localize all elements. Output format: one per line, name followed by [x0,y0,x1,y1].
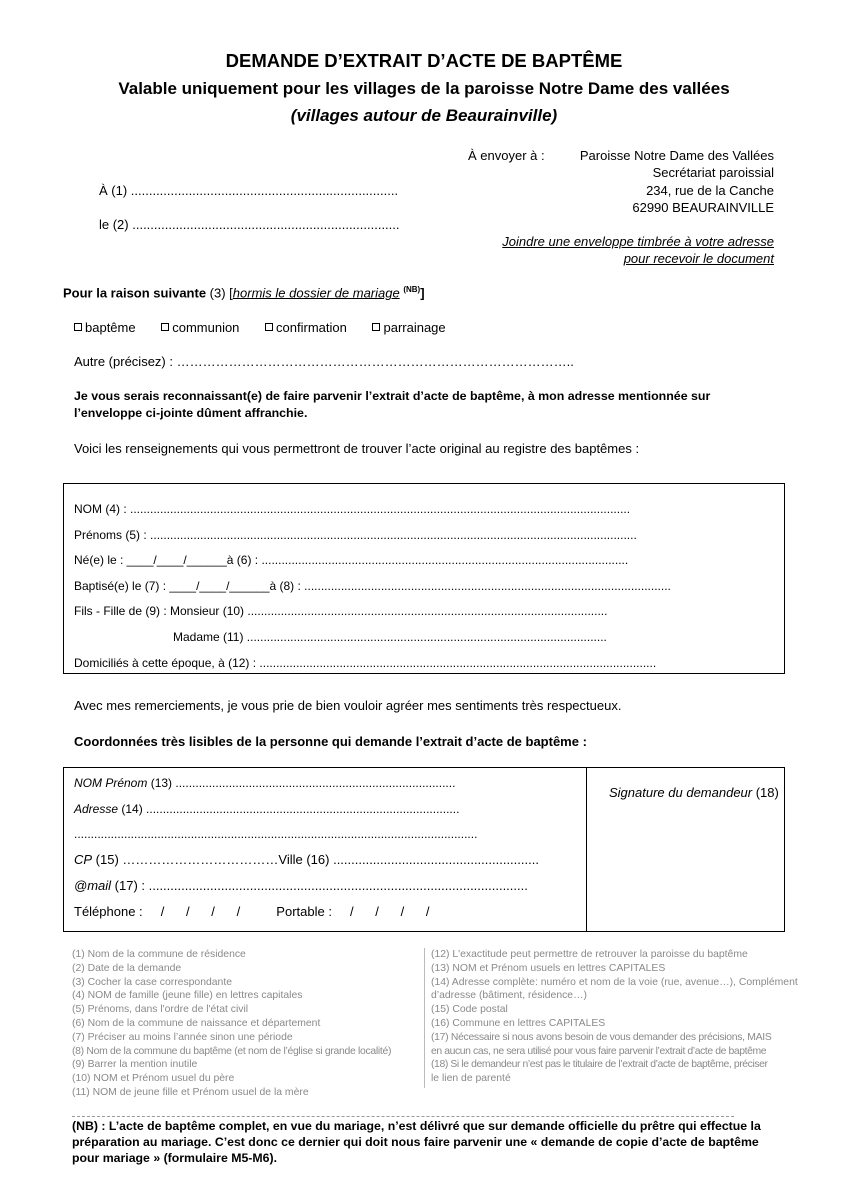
page-subtitle-villages: (villages autour de Beaurainville) [290,106,558,125]
footnote: (6) Nom de la commune de naissance et département [72,1017,321,1029]
reason-label: Pour la raison suivante [63,285,207,301]
nb-separator [72,1116,734,1117]
footnote: (8) Nom de la commune du baptême (et nom de l’église si grande localité) [72,1045,392,1057]
mother-field[interactable]: Madame (11) ............................................................................................................ [173,630,607,644]
contact-email-label: @mail [74,878,112,893]
checkbox-bapteme[interactable] [74,323,82,331]
prenoms-field[interactable]: Prénoms (5) : .................................................................................................................................................. [74,528,637,542]
send-to-line-3: 234, rue de la Canche [646,183,774,198]
other-reason-field[interactable]: Autre (précisez) : ……………………………………………………………………………….. [74,354,574,369]
option-confirmation[interactable] [265,320,347,335]
reason-line [63,285,425,300]
footnote: le lien de parenté [431,1073,511,1085]
contact-address-label: Adresse [74,802,119,816]
birth-field[interactable]: Né(e) le : ____/____/______à (6) : .............................................................................................................. [74,553,629,567]
contact-email-field[interactable] [74,878,528,893]
option-communion[interactable] [161,320,239,335]
reason-exception: hormis le dossier de mariage [232,285,400,301]
footnote: (17) Nécessaire si nous avons besoin de vous demander des précisions, MAIS [431,1031,772,1043]
footnote: d’adresse (bâtiment, résidence…) [431,990,587,1002]
footnote: (14) Adresse complète: numéro et nom de la voie (rue, avenue…), Complément [431,976,798,988]
reason-options [74,320,446,335]
reason-close: ] [420,285,425,301]
thanks-text: Avec mes remerciements, je vous prie de bien vouloir agréer mes sentiments très respectueux. [74,698,622,713]
contact-address-field[interactable] [74,802,459,816]
contact-postcode-dots: (15) ………………………………Ville (16) ......................................................... [92,852,539,867]
footnote: (11) NOM de jeune fille et Prénom usuel de la mère [72,1086,309,1098]
footnote: (7) Préciser au moins l’année sinon une période [72,1031,293,1043]
option-confirmation-label: confirmation [276,320,347,335]
contact-postcode-label: CP [74,852,93,867]
contact-postcode-city-field[interactable] [74,852,539,867]
contact-address-line-2[interactable]: ......................................................................................................................... [74,827,478,841]
envelope-note-1: Joindre une enveloppe timbrée à votre adresse [502,234,774,249]
footnote: (16) Commune en lettres CAPITALES [431,1017,606,1029]
send-to-line-4: 62990 BEAURAINVILLE [632,200,774,215]
reason-nb-ref: (NB) [403,285,421,294]
send-to-label: À envoyer à : [468,148,545,163]
footnotes-left [72,948,391,1100]
footnote: (18) Si le demandeur n’est pas le titulaire de l’extrait d’acte de baptême, préciser [431,1059,768,1071]
signature-label: Signature du demandeur [609,785,753,800]
option-parrainage[interactable] [372,320,445,335]
info-intro: Voici les renseignements qui vous permettront de trouver l’acte original au registre des baptêmes : [74,441,640,456]
page-subtitle: Valable uniquement pour les villages de la paroisse Notre Dame des vallées [118,79,730,98]
footnotes-divider [424,948,425,1088]
footnote: (15) Code postal [431,1004,508,1016]
footnote: (4) NOM de famille (jeune fille) en lettres capitales [72,990,303,1002]
nb-note: (NB) : L’acte de baptême complet, en vue du mariage, n’est délivré que sur demande officielle du prêtre qui effectue la préparation au mariage. C’est donc ce dernier qui doit nous faire parvenir une « demande de copie d’acte de baptême pour mariage » (formulaire M5-M6). [72,1119,761,1165]
option-bapteme-label: baptême [85,320,136,335]
footnote: (1) Nom de la commune de résidence [72,949,246,960]
send-to-line-2: Secrétariat paroissial [652,165,774,180]
footnote: (10) NOM et Prénom usuel du père [72,1073,235,1085]
page-title: DEMANDE D’EXTRAIT D’ACTE DE BAPTÊME [225,50,623,71]
checkbox-parrainage[interactable] [372,323,380,331]
option-communion-label: communion [172,320,240,335]
nom-field[interactable]: NOM (4) : ...................................................................................................................................................... [74,502,631,516]
request-text: Je vous serais reconnaissant(e) de faire parvenir l’extrait d’acte de baptême, à mon adresse mentionnée sur l’enveloppe ci-jointe dûment affranchie. [74,389,711,420]
footnote: (9) Barrer la mention inutile [72,1059,198,1071]
contact-phone-field[interactable]: Téléphone : / / / / Portable : / / / / [74,904,430,919]
place-field[interactable]: À (1) .......................................................................... [99,183,399,198]
date-field[interactable]: le (2) .......................................................................... [99,217,400,232]
footnote: (13) NOM et Prénom usuels en lettres CAPITALES [431,962,666,974]
footnote: (2) Date de la demande [72,962,182,974]
checkbox-confirmation[interactable] [265,323,273,331]
checkbox-communion[interactable] [161,323,169,331]
footnotes-right [431,948,798,1086]
contact-email-dots: (17) : ......................................................................................................... [111,878,528,893]
contact-name-label: NOM Prénom [74,776,148,790]
envelope-note-2: pour recevoir le document [623,251,774,266]
footnote: (5) Prénoms, dans l'ordre de l'état civil [72,1004,249,1016]
contact-name-field[interactable] [74,776,455,790]
contact-title: Coordonnées très lisibles de la personne qui demande l’extrait d’acte de baptême : [74,734,587,749]
father-field[interactable]: Fils - Fille de (9) : Monsieur (10) ............................................................................................................ [74,604,608,618]
footnote: (12) L'exactitude peut permettre de retrouver la paroisse du baptême [431,949,748,960]
baptism-field[interactable]: Baptisé(e) le (7) : ____/____/______à (8) : .............................................................................................................. [74,579,671,593]
option-bapteme[interactable] [74,320,136,335]
option-parrainage-label: parrainage [383,320,446,335]
signature-ref: (18) [752,785,779,800]
footnote: (3) Cocher la case correspondante [72,976,232,988]
send-to-line-1: Paroisse Notre Dame des Vallées [579,148,774,163]
signature-area[interactable] [609,785,779,800]
contact-address-dots: (14) .............................................................................................. [118,802,460,816]
reason-ref: (3) [ [209,285,233,301]
footnote: en aucun cas, ne sera utilisé pour vous faire parvenir l’extrait d’acte de baptême [431,1045,767,1057]
contact-divider [586,767,587,931]
domicile-field[interactable]: Domiciliés à cette époque, à (12) : ....................................................................................................................... [74,656,657,670]
contact-name-dots: (13) .................................................................................... [147,776,456,790]
